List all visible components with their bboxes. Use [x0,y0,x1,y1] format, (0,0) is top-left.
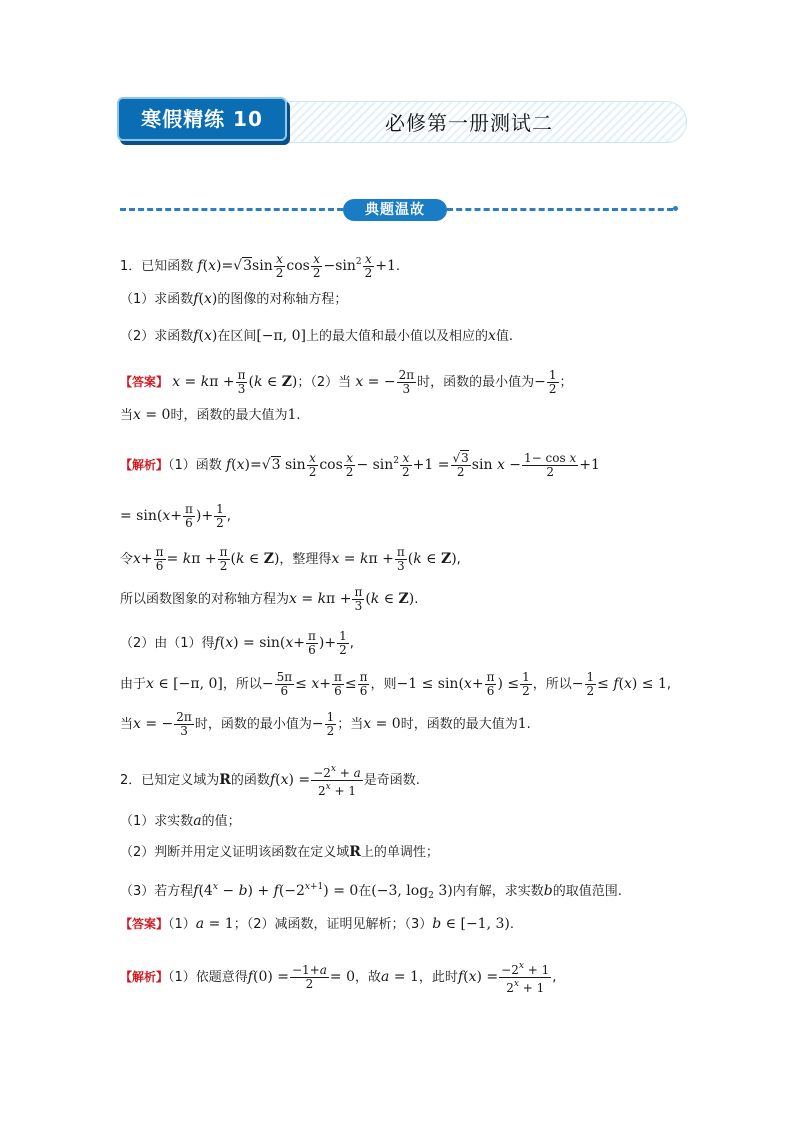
q1-solution-line5: （2）由（1）得f(x) = sin(x+ $\frac{\pi}{6}$ )+ $\frac{1}{2}$ , [120,629,354,657]
q1-solution-line2: = sin(x+ $\frac{\pi}{6}$ )+ $\frac{1}{2}$ , [120,502,231,530]
q2-part3: （3）若方程$f(4^x - b) + f(-2^{x+1}) = 0$在(−3, $\log_2 3$)内有解，求实数b的取值范围. [120,882,622,901]
q2-answer: 【答案】（1）a = 1；（2）减函数，证明见解析；（3）b ∈ [−1, 3). [120,916,514,932]
header-badge: 寒假精练 10 [117,97,287,141]
header-banner [117,97,689,145]
answer-tag: 【答案】 [120,917,169,931]
q1-part2: （2）求函数f(x)在区间[−π, 0]上的最大值和最小值以及相应的x值. [120,328,514,344]
section-label: 典题温故 [343,199,447,221]
divider-dash-left [120,208,343,211]
q1-answer-line1: 【答案】 x = kπ + $\frac{\pi}{3}$ (k ∈ Z)；（2）当 x = − $\frac{2\pi}{3}$ 时，函数的最小值为− $\frac{1}{2}$ ； [120,368,573,396]
page-title: 必修第一册测试二 [385,111,553,135]
q1-solution-line3: 令x+ $\frac{\pi}{6}$ = kπ + $\frac{\pi}{2}$ (k ∈ Z)，整理得x = kπ + $\frac{\pi}{3}$ (k ∈ Z), [120,545,461,573]
q1-answer-line2: 当x = 0时，函数的最大值为1. [120,407,301,423]
answer-tag: 【答案】 [120,375,169,389]
q1-part1: （1）求函数f(x)的图像的对称轴方程； [120,291,348,307]
q1-solution-line6: 由于x ∈ [−π, 0]，所以− $\frac{5\pi}{6}$ ≤ x+ $\frac{\pi}{6}$ ≤ $\frac{\pi}{6}$ ，则−1 ≤ sin(x+ $\frac{\pi}{6}$ ) ≤ $\frac{1}{2}$ ，所以− $\frac{1}{2}$ ≤ f(x) ≤ 1, [120,670,672,698]
q2-part1: （1）求实数a的值； [120,813,241,829]
divider-dot [673,206,678,211]
solution-tag: 【解析】 [120,970,169,984]
section-divider [120,199,676,221]
q1-solution-line7: 当x = − $\frac{2\pi}{3}$ 时，函数的最小值为− $\frac{1}{2}$ ；当x = 0时，函数的最大值为1. [120,710,531,738]
q2-statement: 2．已知定义域为R的函数f(x) = $\frac{-2^x + a}{2^x + 1}$ 是奇函数. [120,764,420,798]
solution-tag: 【解析】 [120,458,169,472]
q2-solution-line1: 【解析】（1）依题意得f(0) = $\frac{-1+a}{2}$ = 0，故a = 1，此时f(x) = $\frac{-2^x + 1}{2^x + 1}$ , [120,961,557,995]
q1-solution-line1: 【解析】（1）函数 f(x)=√3 sin $\frac{x}{2}$ cos $\frac{x}{2}$ − $\sin^2$ $\frac{x}{2}$ +1 = $\frac{√3}{2}$ sin x − $\frac{\text{1− cos x}}{2}$ +1 [120,451,600,479]
q2-part2: （2）判断并用定义证明该函数在定义域R上的单调性； [120,844,439,860]
q1-statement: 1．已知函数 f(x)=√3sin $\frac{x}{2}$ cos $\frac{x}{2}$ $-\sin^2$ $\frac{x}{2}$ +1. [120,252,401,280]
divider-dash-right [447,208,673,211]
q1-solution-line4: 所以函数图象的对称轴方程为x = kπ + $\frac{\pi}{3}$ (k ∈ Z). [120,585,419,613]
